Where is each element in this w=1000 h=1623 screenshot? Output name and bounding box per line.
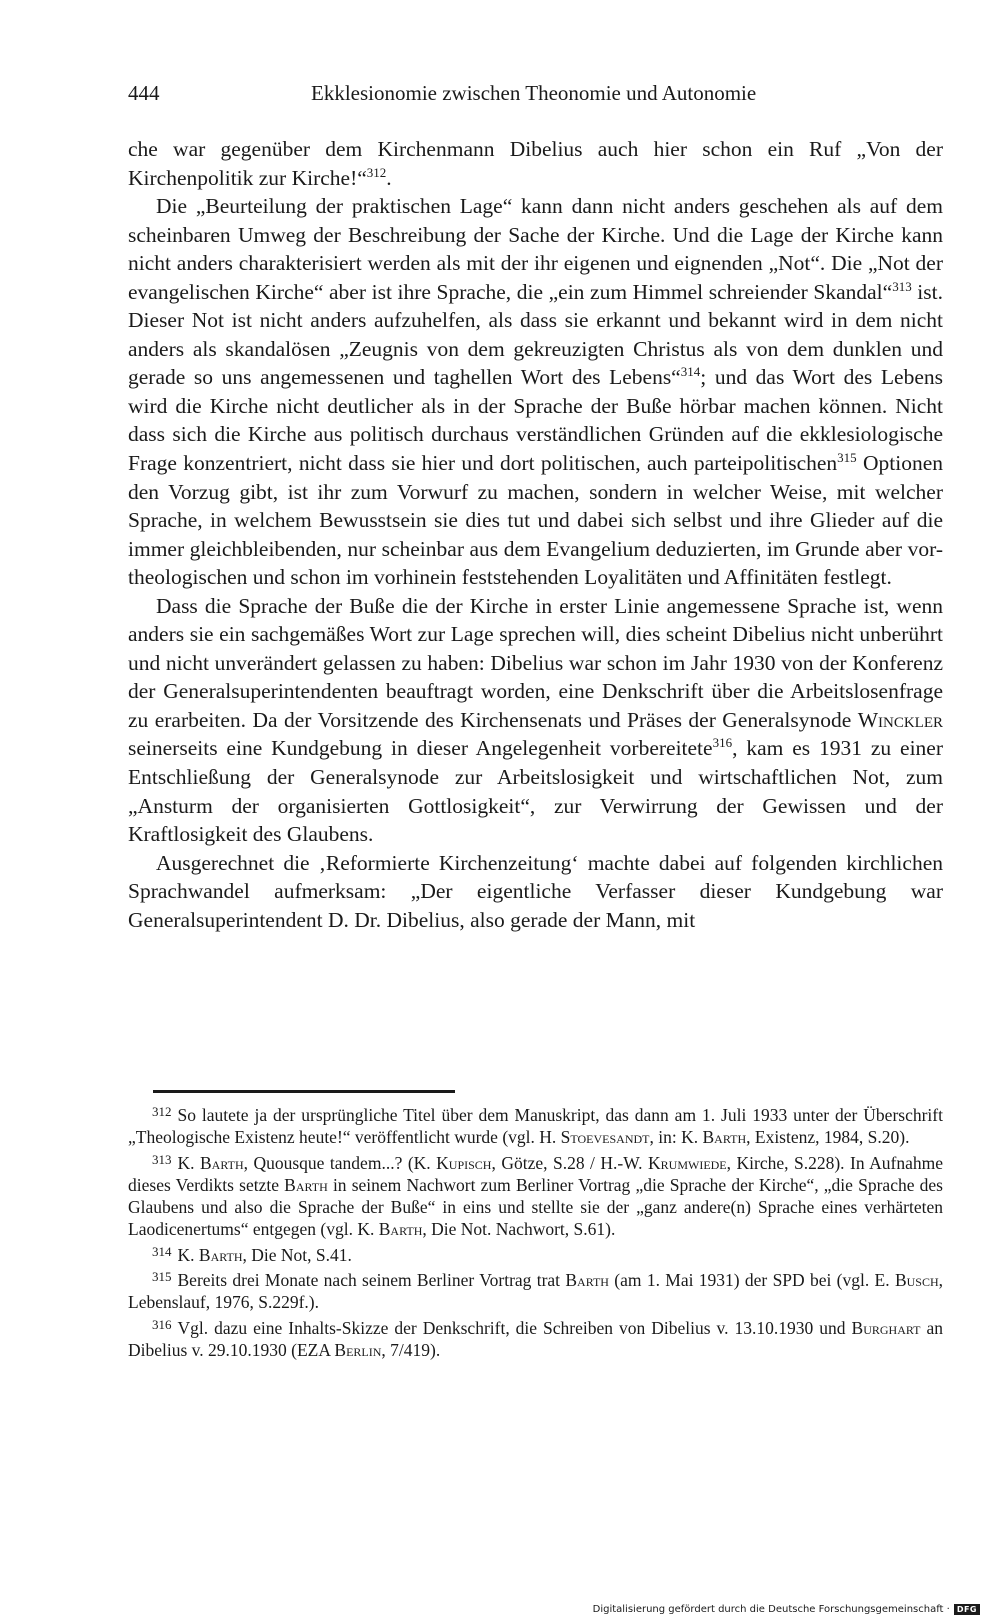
person-name: Winckler bbox=[857, 707, 943, 732]
footnote: $^{315}$ Bereits drei Monate nach seinem Berliner Vortrag trat Barth (am 1. Mai 1931) der SPD bei (vgl. E. Busch, Lebenslauf, 1976, S.229f.). bbox=[128, 1269, 943, 1313]
footnote-reference: 316 bbox=[712, 735, 733, 751]
footnote-divider bbox=[153, 1090, 455, 1093]
footnote: $^{314}$ K. Barth, Die Not, S.41. bbox=[152, 1243, 352, 1265]
dfg-logo-icon: DFG bbox=[954, 1604, 980, 1615]
footnote-number: 316 bbox=[152, 1316, 172, 1332]
main-text bbox=[128, 135, 943, 934]
footnote-number: 315 bbox=[152, 1269, 172, 1285]
digitization-credit bbox=[593, 1604, 980, 1615]
footnote-reference: 315 bbox=[837, 450, 857, 466]
running-header bbox=[128, 78, 943, 108]
footnote-number: 312 bbox=[152, 1104, 172, 1119]
footnotes bbox=[128, 1101, 943, 1361]
footnote-number: 314 bbox=[152, 1243, 172, 1259]
footnote: $^{312}$ So lautete ja der ursprüngliche Titel über dem Manuskript, das dann am 1. Juli 1933 unter der Überschrift „Theologische Existenz heute!“ veröffentlicht wurde (vgl. H. Stoevesandt, in: K. Barth, Existenz, 1984, S.20). bbox=[128, 1104, 943, 1148]
page-number: 444 bbox=[128, 81, 160, 105]
paragraph: Die „Beurteilung der praktischen Lage“ kann dann nicht anders geschehen als auf dem scheinbaren Umweg der Beschreibung der Sache der Kirche. Und die Lage der Kirche kann nicht anders charakterisiert werden als mit der ihr eigenen und eignenden „Not“. Die „Not der evangelischen Kirche“ aber ist ihre Sprache, die „ein zum Himmel schreiender Skandal“$^{313}$ ist. Dieser Not ist nicht anders aufzuhelfen, als dass sie erkannt und bekannt wird in dem nicht anders als skandalösen „Zeugnis von dem gekreuzigten Christus als von dem dunklen und gerade so uns angemessenen und taghellen Wort des Lebens“$^{314}$; und das Wort des Lebens wird die Kirche nicht deutlicher als in der Sprache der Buße hörbar machen können. Nicht dass sich die Kirche aus politisch durchaus verständlichen Gründen auf die ekklesiologische Frage konzentriert, nicht dass sie hier und dort politischen, auch parteipolitischen$^{315}$ Optionen den Vorzug gibt, ist ihr zum Vorwurf zu machen, sondern in welcher Weise, mit welcher Sprache, in welchem Bewusstsein sie dies tut und dabei sich selbst und ihre Glieder auf die immer gleichbleibenden, nur scheinbar aus dem Evangelium deduzierten, im Grunde aber vor-theologischen und schon im vorhinein feststehenden Loyalitäten und Affinitäten festlegt. bbox=[128, 194, 943, 590]
footnote-reference: 313 bbox=[892, 278, 912, 294]
footnote-reference: 314 bbox=[680, 364, 701, 380]
paragraph: che war gegenüber dem Kirchenmann Dibelius auch hier schon ein Ruf „Von der Kirchenpolitik zur Kirche!“$^{312}$. bbox=[128, 137, 943, 190]
footnote: $^{316}$ Vgl. dazu eine Inhalts-Skizze der Denkschrift, die Schreiben von Dibelius v. 13.10.1930 und Burghart an Dibelius v. 29.10.1930 (EZA Berlin, 7/419). bbox=[128, 1316, 943, 1360]
footnote-number: 313 bbox=[152, 1151, 172, 1167]
paragraph: Dass die Sprache der Buße die der Kirche in erster Linie angemessene Sprache ist, wenn anders sie ein sachgemäßes Wort zur Lage sprechen will, dies scheint Dibelius nicht unberührt und nicht unverändert gelassen zu haben: Dibelius war schon im Jahr 1930 von der Konferenz der Generalsuperintendenten beauftragt worden, eine Denkschrift über die Arbeitslosenfrage zu erarbeiten. Da der Vorsitzende des Kirchensenats und Präses der Generalsynode Winckler seinerseits eine Kundgebung in dieser Angelegenheit vorbereitete$^{316}$, kam es 1931 zu einer Entschließung der Generalsynode zur Arbeitslosigkeit und wirtschaftlichen Not, zum „Ansturm der organisierten Gottlosigkeit“, zur Verwirrung der Gewissen und der Kraftlosigkeit des Glaubens. bbox=[128, 593, 944, 847]
paragraph: Ausgerechnet die ‚Reformierte Kirchenzeitung‘ machte dabei auf folgenden kirchlichen Sprachwandel aufmerksam: „Der eigentliche Verfasser dieser Kundgebung war Generalsuperintendent D. Dr. Dibelius, also gerade der Mann, mit bbox=[128, 850, 943, 932]
credit-text: Digitalisierung gefördert durch die Deutsche Forschungsgemeinschaft · bbox=[592, 1604, 950, 1615]
footnote-reference: 312 bbox=[366, 164, 387, 180]
running-title: Ekklesionomie zwischen Theonomie und Autonomie bbox=[311, 81, 757, 105]
footnote: $^{313}$ K. Barth, Quousque tandem...? (K. Kupisch, Götze, S.28 / H.-W. Krumwiede, Kirche, S.228). In Aufnahme dieses Verdikts setzte Barth in seinem Nachwort zum Berliner Vortrag „die Sprache der Kirche“, „die Sprache des Glaubens und also die Sprache der Buße“ in eins und stellte sie der „ganz andere(n) Sprache eines verhärteten Laodicenertums“ entgegen (vgl. K. Barth, Die Not. Nachwort, S.61). bbox=[128, 1151, 943, 1240]
